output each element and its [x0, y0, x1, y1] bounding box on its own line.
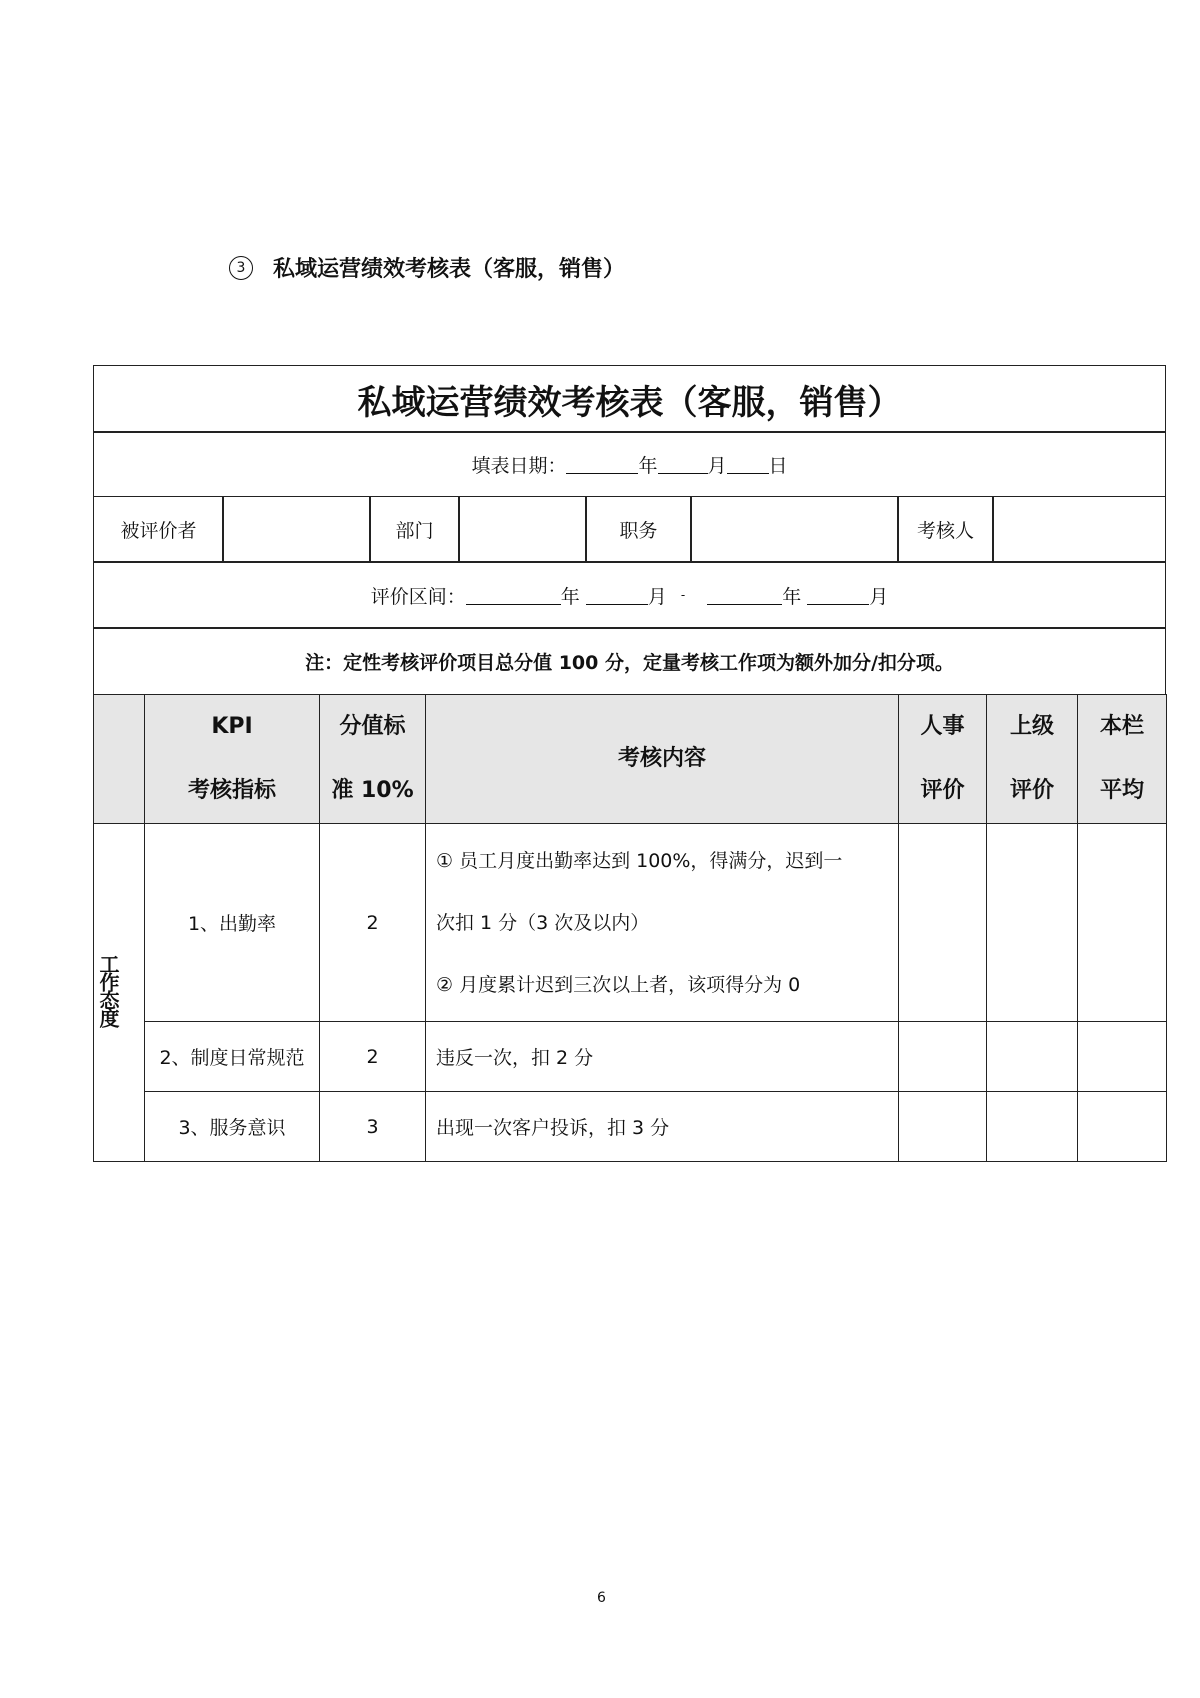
header-sup-line2: 评价 — [1009, 778, 1054, 803]
hr-eval-cell[interactable] — [899, 1092, 987, 1162]
header-average — [1078, 695, 1167, 824]
note-text: 注：定性考核评价项目总分值 100 分，定量考核工作项为额外加分/扣分项。 — [305, 652, 954, 674]
day-label: 日 — [768, 454, 788, 477]
content-line: ① 员工月度出勤率达到 100%，得满分，迟到一 — [436, 849, 843, 872]
circled-number: 3 — [229, 256, 253, 280]
fill-date-label: 填表日期： — [471, 454, 567, 477]
end-year-label: 年 — [782, 585, 802, 608]
position-label: 职务 — [585, 496, 692, 563]
year-label: 年 — [638, 454, 658, 477]
score-cell: 2 — [320, 824, 426, 1022]
table-row — [94, 1022, 1167, 1092]
table-title — [93, 365, 1166, 433]
period-separator: - — [680, 588, 686, 602]
content-cell: 违反一次，扣 2 分 — [426, 1022, 899, 1092]
table-header-row — [94, 695, 1167, 824]
hr-eval-cell[interactable] — [899, 1022, 987, 1092]
month-blank[interactable] — [658, 455, 708, 474]
department-label: 部门 — [369, 496, 460, 563]
header-sup-line1: 上级 — [1009, 714, 1054, 739]
start-month-label: 月 — [647, 585, 667, 608]
kpi-table — [93, 694, 1167, 1162]
start-year-label: 年 — [560, 585, 580, 608]
table-row — [94, 1092, 1167, 1162]
end-month-blank[interactable] — [807, 586, 869, 605]
reviewer-label: 考核人 — [897, 496, 994, 563]
score-cell: 3 — [320, 1092, 426, 1162]
supervisor-eval-cell[interactable] — [987, 1092, 1078, 1162]
hr-eval-cell[interactable] — [899, 824, 987, 1022]
header-hr-eval — [899, 695, 987, 824]
year-blank[interactable] — [566, 455, 638, 474]
header-score-line2: 准 10% — [331, 778, 414, 803]
category-cell — [94, 824, 145, 1162]
average-cell[interactable] — [1078, 1092, 1167, 1162]
month-label: 月 — [707, 454, 727, 477]
section-heading — [229, 252, 625, 283]
category-label: 工作态度 — [96, 954, 120, 1026]
header-avg-line2: 平均 — [1099, 778, 1144, 803]
end-month-label: 月 — [869, 585, 889, 608]
kpi-cell: 3、服务意识 — [145, 1092, 320, 1162]
content-cell: 出现一次客户投诉，扣 3 分 — [426, 1092, 899, 1162]
average-cell[interactable] — [1078, 1022, 1167, 1092]
header-kpi — [145, 695, 320, 824]
content-line: 次扣 1 分（3 次及以内） — [436, 911, 650, 934]
reviewer-field[interactable] — [992, 496, 1166, 563]
evaluatee-label: 被评价者 — [93, 496, 224, 563]
header-kpi-line2: 考核指标 — [187, 778, 276, 803]
position-field[interactable] — [690, 496, 899, 563]
section-heading-text: 私域运营绩效考核表（客服，销售） — [273, 257, 626, 282]
average-cell[interactable] — [1078, 824, 1167, 1022]
department-field[interactable] — [458, 496, 587, 563]
header-category — [94, 695, 145, 824]
header-hr-line2: 评价 — [920, 778, 965, 803]
table-title-text: 私域运营绩效考核表（客服，销售） — [357, 382, 902, 423]
evaluatee-field[interactable] — [222, 496, 371, 563]
header-supervisor-eval — [987, 695, 1078, 824]
supervisor-eval-cell[interactable] — [987, 824, 1078, 1022]
start-month-blank[interactable] — [586, 586, 648, 605]
content-cell — [426, 824, 899, 1022]
header-score — [320, 695, 426, 824]
header-avg-line1: 本栏 — [1099, 714, 1144, 739]
table-row — [94, 824, 1167, 1022]
kpi-cell: 1、出勤率 — [145, 824, 320, 1022]
start-year-blank[interactable] — [466, 586, 561, 605]
header-kpi-line1: KPI — [211, 714, 253, 739]
day-blank[interactable] — [727, 455, 769, 474]
end-year-blank[interactable] — [707, 586, 782, 605]
page-number: 6 — [597, 1590, 606, 1606]
header-score-line1: 分值标 — [339, 714, 406, 739]
kpi-cell: 2、制度日常规范 — [145, 1022, 320, 1092]
content-line: ② 月度累计迟到三次以上者，该项得分为 0 — [436, 973, 801, 996]
header-content: 考核内容 — [426, 695, 899, 824]
period-label: 评价区间： — [370, 585, 466, 608]
score-cell: 2 — [320, 1022, 426, 1092]
header-hr-line1: 人事 — [920, 714, 965, 739]
fill-date-row — [93, 431, 1166, 497]
note-row — [93, 627, 1166, 696]
period-row — [93, 561, 1166, 629]
supervisor-eval-cell[interactable] — [987, 1022, 1078, 1092]
